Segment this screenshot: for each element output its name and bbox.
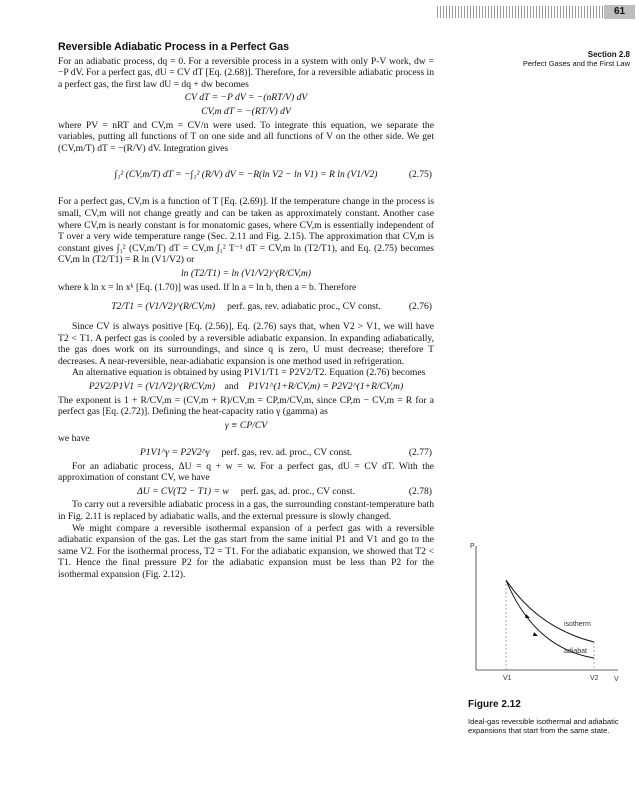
section-number: Section 2.8 [587,50,630,59]
equation-condition: perf. gas, ad. proc., CV const. [240,485,355,497]
adiabat-label: adiabat [564,648,587,655]
pv-diagram [468,538,628,688]
header-rule [437,6,604,18]
equation-2-76: T2/T1 = (V1/V2)^(R/CV,m) perf. gas, rev. adiabatic proc., CV const. (2.76) [58,295,434,319]
paragraph: Since CV is always positive [Eq. (2.56)], Eq. (2.76) says that, when V2 > V1, we will have T2 < T1. A perfect gas is cooled by a reversible adiabatic expansion. In expanding adiabatically, the gas does work on its surroundings, and since q is zero, U must decrease; therefore T decreases. A near-reversible, near-adiabatic expansion is one method used in refrigeration. [58,321,434,367]
section-title: Perfect Gases and the First Law [522,59,630,68]
paragraph: We might compare a reversible isothermal expansion of a perfect gas with a reversible adiabatic expansion of the gas. Let the gas start from the same initial P1 and V1 and go to the same V2. For the isothermal process, T2 = T1. For the adiabatic expansion, we showed that T2 < T1. Hence the final pressure P2 for the adiabatic expansion must be less than P2 for the isothermal expansion (Fig. 2.12). [58,522,434,580]
y-axis-label: P [470,543,475,550]
arrow-icon [533,632,538,636]
figure-2-12 [468,538,628,688]
tick-v2: V2 [590,675,599,682]
main-text-column [58,42,434,581]
equation-2-77: P1V1^γ = P2V2^γ perf. gas, rev. ad. proc., CV const. (2.77) [139,447,432,459]
paragraph: To carry out a reversible adiabatic process in a gas, the surrounding constant-temperature bath in Fig. 2.11 is replaced by adiabatic walls, and the external pressure is slowly changed. [58,499,434,522]
equation-number: (2.76) [408,301,432,313]
equation: P2V2/P1V1 = (V1/V2)^(R/CV,m) and P1V1^(1+R/CV,m) = P2V2^(1+R/CV,m) [88,381,404,393]
equation-condition: perf. gas, rev. ad. proc., CV const. [221,447,353,459]
paragraph: where k ln x = ln xᵏ [Eq. (1.70)] was used. If ln a = ln b, then a = b. Therefore [58,281,357,293]
x-axis-label: V [614,676,619,683]
paragraph: where PV = nRT and CV,m = CV/n were used. To integrate this equation, we separate the variables, putting all functions of T on one side and all functions of V on the other side. We get (CV,m/T) dT = −(R/V) dV. Integration gives [58,119,434,154]
equation: CV dT = −P dV = −(nRT/V) dV [184,92,308,104]
equation-number: (2.75) [408,169,432,181]
equation-2-78: ΔU = CV(T2 − T1) = w perf. gas, ad. proc., CV const. (2.78) [137,485,432,497]
isotherm-label: isotherm [564,621,591,628]
paragraph: For an adiabatic process, ΔU = q + w = w. For a perfect gas, dU = CV dT. With the approximation of constant CV, we have [58,460,434,484]
equation-number: (2.77) [408,447,432,459]
adiabat-curve [506,580,594,658]
figure-caption: Ideal-gas reversible isothermal and adiabatic expansions that start from the same state. [468,717,619,736]
equation: CV,m dT = −(RT/V) dV [201,105,291,117]
equation-number: (2.78) [408,485,432,497]
equation-gamma: γ ≡ CP/CV [224,419,268,431]
paragraph: we have [58,433,90,445]
tick-v1: V1 [503,675,512,682]
equation: ln (T2/T1) = ln (V1/V2)^(R/CV,m) [181,267,311,279]
isotherm-curve [506,580,594,642]
arrow-icon [525,614,530,618]
paragraph: The exponent is 1 + R/CV,m = (CV,m + R)/CV,m = CP,m/CV,m, since CP,m − CV,m = R for a perfect gas [Eq. (2.72)]. Defining the heat-capacity ratio γ (gamma) as [58,394,434,418]
figure-label: Figure 2.12 [468,699,521,710]
paragraph: An alternative equation is obtained by using P1V1/T1 = P2V2/T2. Equation (2.76) becomes [72,367,426,379]
paragraph: For an adiabatic process, dq = 0. For a reversible process in a system with only P-V work, dw = −P dV. For a perfect gas, dU = CV dT [Eq. (2.68)]. Therefore, for a reversible adiabatic process in a perfect gas, the first law dU = dq + dw becomes [58,55,434,90]
page-number: 61 [604,5,635,19]
subsection-title: Reversible Adiabatic Process in a Perfect Gas [58,41,290,53]
equation-2-75: ∫₁² (CV,m/T) dT = −∫₁² (R/V) dV = −R(ln V2 − ln V1) = R ln (V1/V2) (2.75) [58,156,434,194]
section-header [470,50,630,68]
paragraph: For a perfect gas, CV,m is a function of T [Eq. (2.69)]. If the temperature change in the process is small, CV,m will not change greatly and can be taken as approximately constant. Another case where CV,m is nearly constant is for monatomic gases, where CV,m is essentially independent of T over a very wide temperature range (Sec. 2.11 and Fig. 2.15). The approximation that CV,m is constant gives ∫₁² (CV,m/T) dT = CV,m ∫₁² T⁻¹ dT = CV,m ln (T2/T1), and Eq. (2.75) becomes CV,m ln (T2/T1) = R ln (V1/V2) or [58,196,434,266]
equation-condition: perf. gas, rev. adiabatic proc., CV const. [227,301,381,313]
